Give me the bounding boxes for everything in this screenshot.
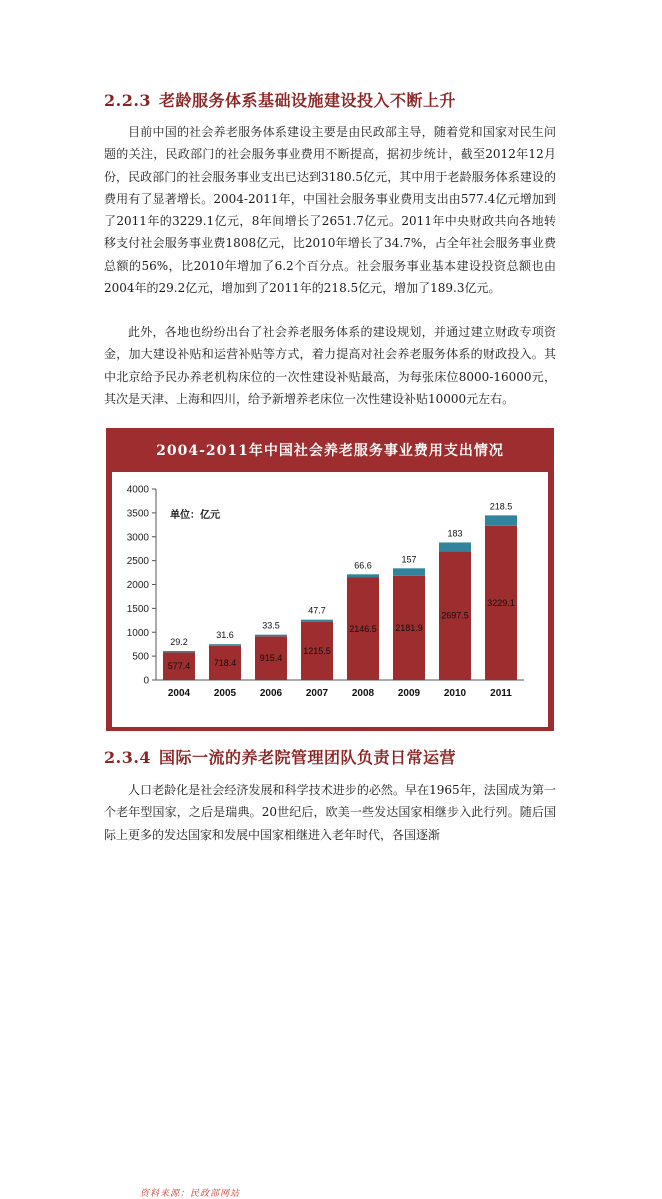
- data-label-investment: 66.6: [354, 560, 372, 571]
- y-tick-label: 4000: [126, 484, 149, 496]
- chart-title: 2004-2011年中国社会养老服务事业费用支出情况: [156, 443, 504, 459]
- data-label-expenditure: 2146.5: [349, 623, 377, 634]
- bar-investment: [209, 644, 241, 646]
- section-heading-2-3-4: [104, 745, 456, 768]
- paragraph: 目前中国的社会养老服务体系建设主要是由民政部主导，随着党和国家对民生问题的关注，民政部门的社会服务事业费用不断提高，据初步统计，截至2012年12月份，民政部门的社会服务事业支出已达到3180.5亿元，其中用于老龄服务体系建设的费用有了显著增长。2004-2011年，中国社会服务事业费用支出由577.4亿元增加到了2011年的3229.1亿元，8年间增长了2651.7亿元。2011年中央财政共向各地转移支付社会服务事业费1808亿元，比2010年增长了34.7%，占全年社会服务事业费总额的56%，比2010年增加了6.2个百分点。社会服务事业基本建设投资总额也由2004年的29.2亿元，增加到了2011年的218.5亿元，增加了189.3亿元。: [104, 125, 556, 296]
- data-label-investment: 218.5: [489, 501, 513, 512]
- x-tick-label: 2004: [167, 688, 191, 699]
- data-label-expenditure: 718.4: [213, 657, 237, 668]
- x-tick-label: 2011: [490, 688, 512, 699]
- x-tick-label: 2009: [397, 688, 421, 699]
- data-label-investment: 31.6: [216, 630, 234, 641]
- paragraph: 此外，各地也纷纷出台了社会养老服务体系的建设规划，并通过建立财政专项资金，加大建设补贴和运营补贴等方式，着力提高对社会养老服务体系的财政投入。其中北京给予民办养老机构床位的一次性建设补贴最高，为每张床位8000-16000元，其次是天津、上海和四川，给予新增养老床位一次性建设补贴10000元左右。: [104, 325, 556, 406]
- bar-chart: [112, 472, 548, 727]
- y-tick-label: 0: [143, 675, 149, 687]
- y-tick-label: 3500: [126, 508, 149, 520]
- data-label-investment: 29.2: [170, 637, 188, 648]
- chart-title-bar: [106, 428, 554, 472]
- x-tick-label: 2008: [351, 688, 375, 699]
- data-label-investment: 157: [401, 554, 417, 565]
- data-label-expenditure: 1215.5: [303, 645, 331, 656]
- unit-label: 单位：亿元: [170, 510, 220, 521]
- data-label-expenditure: 2181.9: [395, 622, 423, 633]
- x-tick-label: 2010: [443, 688, 467, 699]
- section-title: 老龄服务体系基础设施建设投入不断上升: [159, 91, 457, 110]
- bar-investment: [347, 574, 379, 577]
- section-heading-2-2-3: [104, 88, 456, 111]
- x-tick-label: 2006: [259, 688, 283, 699]
- y-tick-label: 500: [132, 651, 149, 663]
- data-label-expenditure: 3229.1: [487, 597, 515, 608]
- y-tick-label: 2500: [126, 556, 149, 568]
- data-label-expenditure: 915.4: [259, 653, 283, 664]
- data-label-investment: 183: [447, 528, 463, 539]
- section-number: 2.2.3: [104, 91, 152, 110]
- data-label-investment: 33.5: [262, 620, 280, 631]
- y-tick-label: 1000: [126, 627, 149, 639]
- bar-investment: [485, 515, 517, 525]
- bar-investment: [163, 651, 195, 652]
- data-label-expenditure: 577.4: [167, 661, 191, 672]
- bar-investment: [393, 568, 425, 575]
- chart-source: 资料来源：民政部网站: [140, 1189, 241, 1199]
- paragraph: 人口老龄化是社会经济发展和科学技术进步的必然。早在1965年，法国成为第一个老年型国家，之后是瑞典。20世纪后，欧美一些发达国家相继步入此行列。随后国际上更多的发达国家和发展中国家相继进入老年时代，各国逐渐: [104, 783, 556, 842]
- section-number: 2.3.4: [104, 748, 152, 767]
- x-tick-label: 2007: [305, 688, 329, 699]
- y-tick-label: 3000: [126, 532, 149, 544]
- data-label-investment: 47.7: [308, 605, 326, 616]
- section-title: 国际一流的养老院管理团队负责日常运营: [159, 748, 457, 767]
- bar-investment: [255, 635, 287, 637]
- x-tick-label: 2005: [213, 688, 237, 699]
- y-tick-label: 1500: [126, 603, 149, 615]
- data-label-expenditure: 2697.5: [441, 610, 469, 621]
- y-tick-label: 2000: [126, 580, 149, 591]
- bar-investment: [301, 620, 333, 622]
- bar-investment: [439, 542, 471, 551]
